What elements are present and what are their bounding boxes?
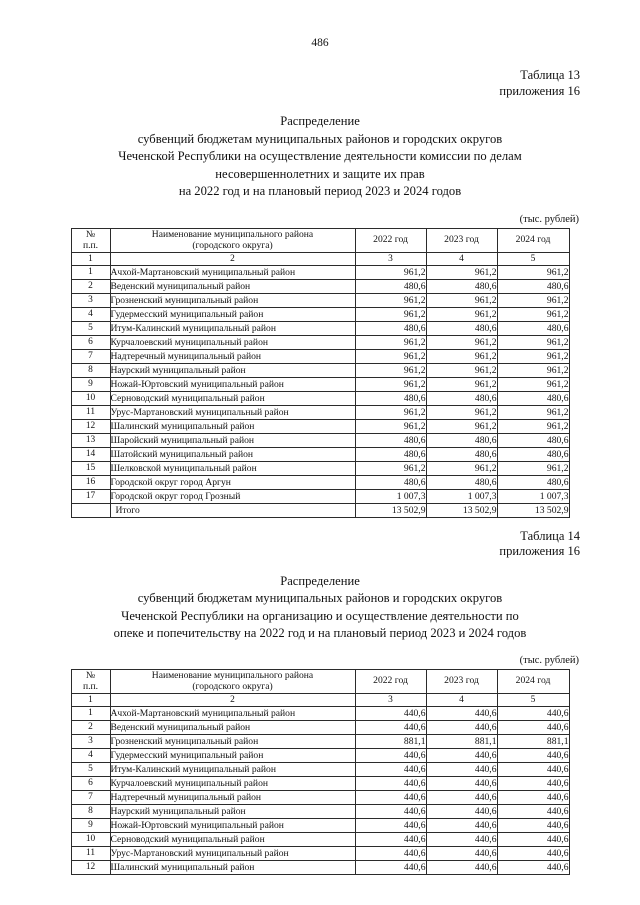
row-number: 11: [71, 405, 110, 419]
municipality-name: Урус-Мартановский муниципальный район: [110, 846, 355, 860]
table-row: [71, 391, 569, 405]
column-number: 5: [497, 693, 569, 706]
header-year-2023: 2023 год: [426, 669, 497, 693]
value-2022: 440,6: [355, 776, 426, 790]
table-row: [71, 804, 569, 818]
value-2024: 480,6: [497, 321, 569, 335]
value-2022: 480,6: [355, 321, 426, 335]
table-reference-line: приложения 16: [499, 544, 580, 558]
table-row: [71, 293, 569, 307]
value-2023: 961,2: [426, 377, 497, 391]
value-2024: 961,2: [497, 377, 569, 391]
page-number: 486: [311, 37, 329, 49]
value-2023: 881,1: [426, 734, 497, 748]
value-2022: 961,2: [355, 265, 426, 279]
value-2023: 961,2: [426, 349, 497, 363]
municipality-name: Шаройский муниципальный район: [110, 433, 355, 447]
table-row: [71, 734, 569, 748]
table-header-row: [71, 228, 569, 252]
value-2024: 1 007,3: [497, 489, 569, 503]
value-2024: 961,2: [497, 307, 569, 321]
value-2022: 440,6: [355, 860, 426, 874]
units-note: (тыс. рублей): [519, 213, 579, 225]
table-row: [71, 790, 569, 804]
value-2024: 961,2: [497, 335, 569, 349]
value-2022: 440,6: [355, 720, 426, 734]
value-2022: 961,2: [355, 335, 426, 349]
table-row: [71, 349, 569, 363]
row-number: 15: [71, 461, 110, 475]
title-line: на 2022 год и на плановый период 2023 и 2024 годов: [178, 184, 462, 198]
value-2023: 440,6: [426, 818, 497, 832]
value-2022: 961,2: [355, 419, 426, 433]
municipality-name: Наурский муниципальный район: [110, 804, 355, 818]
value-2023: 440,6: [426, 720, 497, 734]
row-number: 16: [71, 475, 110, 489]
row-number: 1: [71, 265, 110, 279]
title-line: Чеченской Республики на организацию и осуществление деятельности по: [121, 608, 519, 623]
column-number: 4: [426, 252, 497, 265]
value-2024: 961,2: [497, 363, 569, 377]
value-2023: 961,2: [426, 335, 497, 349]
value-2023: 480,6: [426, 433, 497, 447]
table-row: [71, 846, 569, 860]
value-2022: 961,2: [355, 293, 426, 307]
table-row: [71, 433, 569, 447]
municipality-name: Шалинский муниципальный район: [110, 860, 355, 874]
header-year-2024: 2024 год: [497, 669, 569, 693]
row-number: 1: [71, 706, 110, 720]
row-number: 5: [71, 321, 110, 335]
municipality-name: Ачхой-Мартановский муниципальный район: [110, 265, 355, 279]
row-number: 9: [71, 818, 110, 832]
value-2023: 480,6: [426, 475, 497, 489]
units-note: (тыс. рублей): [519, 654, 579, 666]
municipality-name: Шатойский муниципальный район: [110, 447, 355, 461]
table-row: [71, 776, 569, 790]
row-number: 17: [71, 489, 110, 503]
value-2022: 440,6: [355, 804, 426, 818]
value-2023: 440,6: [426, 762, 497, 776]
municipality-name: Грозненский муниципальный район: [110, 293, 355, 307]
value-2024: 440,6: [497, 776, 569, 790]
municipality-name: Курчалоевский муниципальный район: [110, 776, 355, 790]
table-body: [71, 706, 569, 874]
table-row: [71, 818, 569, 832]
table-row: [71, 377, 569, 391]
municipality-name: Городской округ город Аргун: [110, 475, 355, 489]
row-number: [71, 503, 110, 517]
table-row: [71, 489, 569, 503]
value-2024: 961,2: [497, 419, 569, 433]
table-reference-line: приложения 16: [499, 83, 580, 98]
table-row: [71, 363, 569, 377]
municipality-name: Шалинский муниципальный район: [110, 419, 355, 433]
value-2022: 480,6: [355, 475, 426, 489]
table-row: [71, 405, 569, 419]
title-line: Распределение: [280, 573, 360, 588]
value-2022: 961,2: [355, 405, 426, 419]
value-2024: 480,6: [497, 447, 569, 461]
table-row: [71, 860, 569, 874]
row-number: 2: [71, 720, 110, 734]
value-2023: 440,6: [426, 860, 497, 874]
value-2024: 480,6: [497, 279, 569, 293]
value-2024: 480,6: [497, 433, 569, 447]
column-number: 3: [355, 693, 426, 706]
column-number: 4: [426, 693, 497, 706]
row-number: 6: [71, 335, 110, 349]
header-row-number: № п.п.: [71, 228, 110, 252]
table-title-14: [60, 573, 580, 643]
value-2024: 440,6: [497, 706, 569, 720]
municipality-name: Урус-Мартановский муниципальный район: [110, 405, 355, 419]
value-2022: 1 007,3: [355, 489, 426, 503]
table-row: [71, 762, 569, 776]
value-2023: 961,2: [426, 363, 497, 377]
value-2022: 440,6: [355, 790, 426, 804]
value-2022: 440,6: [355, 846, 426, 860]
municipality-name: Наурский муниципальный район: [110, 363, 355, 377]
value-2024: 961,2: [497, 293, 569, 307]
title-line: Распределение: [280, 114, 360, 128]
value-2024: 440,6: [497, 790, 569, 804]
value-2022: 961,2: [355, 349, 426, 363]
title-line: несовершеннолетних и защите их прав: [215, 166, 425, 181]
municipality-name: Курчалоевский муниципальный район: [110, 335, 355, 349]
value-2022: 440,6: [355, 818, 426, 832]
header-year-2023: 2023 год: [426, 228, 497, 252]
title-line: субвенций бюджетам муниципальных районов и городских округов: [137, 131, 503, 146]
row-number: 3: [71, 734, 110, 748]
column-number: 1: [71, 252, 110, 265]
value-2022: 480,6: [355, 447, 426, 461]
table-row: [71, 307, 569, 321]
value-2022: 961,2: [355, 363, 426, 377]
column-number: 1: [71, 693, 110, 706]
table-reference-line: Таблица 13: [520, 68, 580, 82]
header-row-number: № п.п.: [71, 669, 110, 693]
value-2024: 961,2: [497, 349, 569, 363]
row-number: 8: [71, 804, 110, 818]
value-2023: 440,6: [426, 832, 497, 846]
municipality-name: Итум-Калинский муниципальный район: [110, 762, 355, 776]
value-2023: 961,2: [426, 265, 497, 279]
row-number: 5: [71, 762, 110, 776]
municipality-name: Городской округ город Грозный: [110, 489, 355, 503]
row-number: 8: [71, 363, 110, 377]
column-number: 2: [110, 693, 355, 706]
municipality-name: Веденский муниципальный район: [110, 720, 355, 734]
row-number: 7: [71, 790, 110, 804]
municipality-name: Ножай-Юртовский муниципальный район: [110, 818, 355, 832]
municipality-name: Шелковской муниципальный район: [110, 461, 355, 475]
value-2023: 440,6: [426, 706, 497, 720]
municipality-name: Грозненский муниципальный район: [110, 734, 355, 748]
column-number: 2: [110, 252, 355, 265]
value-2024: 440,6: [497, 748, 569, 762]
distribution-table-13: [71, 228, 570, 518]
table-row: [71, 279, 569, 293]
value-2023: 961,2: [426, 419, 497, 433]
row-number: 13: [71, 433, 110, 447]
table-row: [71, 335, 569, 349]
value-2022: 480,6: [355, 433, 426, 447]
value-2023: 440,6: [426, 790, 497, 804]
value-2022: 440,6: [355, 832, 426, 846]
value-2022: 480,6: [355, 279, 426, 293]
table-row: [71, 475, 569, 489]
table-row: [71, 706, 569, 720]
value-2022: 881,1: [355, 734, 426, 748]
value-2024: 961,2: [497, 461, 569, 475]
row-number: 2: [71, 279, 110, 293]
value-2023: 961,2: [426, 405, 497, 419]
total-label: Итого: [110, 503, 355, 517]
column-number: 5: [497, 252, 569, 265]
column-number-row: [71, 252, 569, 265]
title-line: субвенций бюджетам муниципальных районов и городских округов: [137, 591, 503, 605]
table-total-row: [71, 503, 569, 517]
value-2024: 440,6: [497, 832, 569, 846]
value-2022: 440,6: [355, 762, 426, 776]
value-2023: 480,6: [426, 447, 497, 461]
municipality-name: Ножай-Юртовский муниципальный район: [110, 377, 355, 391]
row-number: 7: [71, 349, 110, 363]
table-row: [71, 419, 569, 433]
table-reference-13: [60, 68, 580, 99]
municipality-name: Серноводский муниципальный район: [110, 832, 355, 846]
value-2024: 440,6: [497, 720, 569, 734]
value-2022: 961,2: [355, 307, 426, 321]
row-number: 6: [71, 776, 110, 790]
table-header-row: [71, 669, 569, 693]
value-2024: 480,6: [497, 391, 569, 405]
value-2023: 1 007,3: [426, 489, 497, 503]
municipality-name: Серноводский муниципальный район: [110, 391, 355, 405]
value-2024: 440,6: [497, 860, 569, 874]
value-2024: 440,6: [497, 762, 569, 776]
value-2023: 440,6: [426, 776, 497, 790]
municipality-name: Ачхой-Мартановский муниципальный район: [110, 706, 355, 720]
distribution-table-14: [71, 669, 570, 875]
municipality-name: Гудермесский муниципальный район: [110, 307, 355, 321]
table-row: [71, 461, 569, 475]
municipality-name: Гудермесский муниципальный район: [110, 748, 355, 762]
value-2022: 480,6: [355, 391, 426, 405]
value-2024: 961,2: [497, 405, 569, 419]
row-number: 12: [71, 860, 110, 874]
row-number: 11: [71, 846, 110, 860]
row-number: 4: [71, 307, 110, 321]
value-2023: 961,2: [426, 461, 497, 475]
header-year-2024: 2024 год: [497, 228, 569, 252]
column-number: 3: [355, 252, 426, 265]
table-row: [71, 265, 569, 279]
row-number: 14: [71, 447, 110, 461]
value-2023: 480,6: [426, 321, 497, 335]
value-2024: 440,6: [497, 818, 569, 832]
table-reference-line: Таблица 14: [520, 528, 580, 543]
value-2023: 440,6: [426, 748, 497, 762]
table-row: [71, 447, 569, 461]
municipality-name: Надтеречный муниципальный район: [110, 790, 355, 804]
header-year-2022: 2022 год: [355, 669, 426, 693]
row-number: 4: [71, 748, 110, 762]
municipality-name: Веденский муниципальный район: [110, 279, 355, 293]
value-2023: 440,6: [426, 804, 497, 818]
table-row: [71, 748, 569, 762]
value-2024: 881,1: [497, 734, 569, 748]
row-number: 3: [71, 293, 110, 307]
value-2023: 961,2: [426, 307, 497, 321]
total-2022: 13 502,9: [355, 503, 426, 517]
total-2023: 13 502,9: [426, 503, 497, 517]
value-2023: 961,2: [426, 293, 497, 307]
row-number: 9: [71, 377, 110, 391]
table-title-13: [60, 113, 580, 201]
table-reference-14: [60, 529, 580, 560]
table-row: [71, 832, 569, 846]
value-2024: 480,6: [497, 475, 569, 489]
value-2024: 961,2: [497, 265, 569, 279]
value-2024: 440,6: [497, 804, 569, 818]
value-2022: 440,6: [355, 706, 426, 720]
value-2023: 440,6: [426, 846, 497, 860]
row-number: 10: [71, 832, 110, 846]
row-number: 12: [71, 419, 110, 433]
header-year-2022: 2022 год: [355, 228, 426, 252]
header-municipality-name: Наименование муниципального района (городского округа): [110, 669, 355, 693]
row-number: 10: [71, 391, 110, 405]
value-2022: 440,6: [355, 748, 426, 762]
title-line: опеке и попечительству на 2022 год и на плановый период 2023 и 2024 годов: [113, 626, 527, 640]
title-line: Чеченской Республики на осуществление деятельности комиссии по делам: [118, 149, 522, 163]
value-2022: 961,2: [355, 377, 426, 391]
table-body: [71, 265, 569, 517]
table-row: [71, 321, 569, 335]
value-2023: 480,6: [426, 391, 497, 405]
municipality-name: Итум-Калинский муниципальный район: [110, 321, 355, 335]
column-number-row: [71, 693, 569, 706]
value-2022: 961,2: [355, 461, 426, 475]
municipality-name: Надтеречный муниципальный район: [110, 349, 355, 363]
header-municipality-name: Наименование муниципального района (городского округа): [110, 228, 355, 252]
value-2023: 480,6: [426, 279, 497, 293]
total-2024: 13 502,9: [497, 503, 569, 517]
table-row: [71, 720, 569, 734]
value-2024: 440,6: [497, 846, 569, 860]
